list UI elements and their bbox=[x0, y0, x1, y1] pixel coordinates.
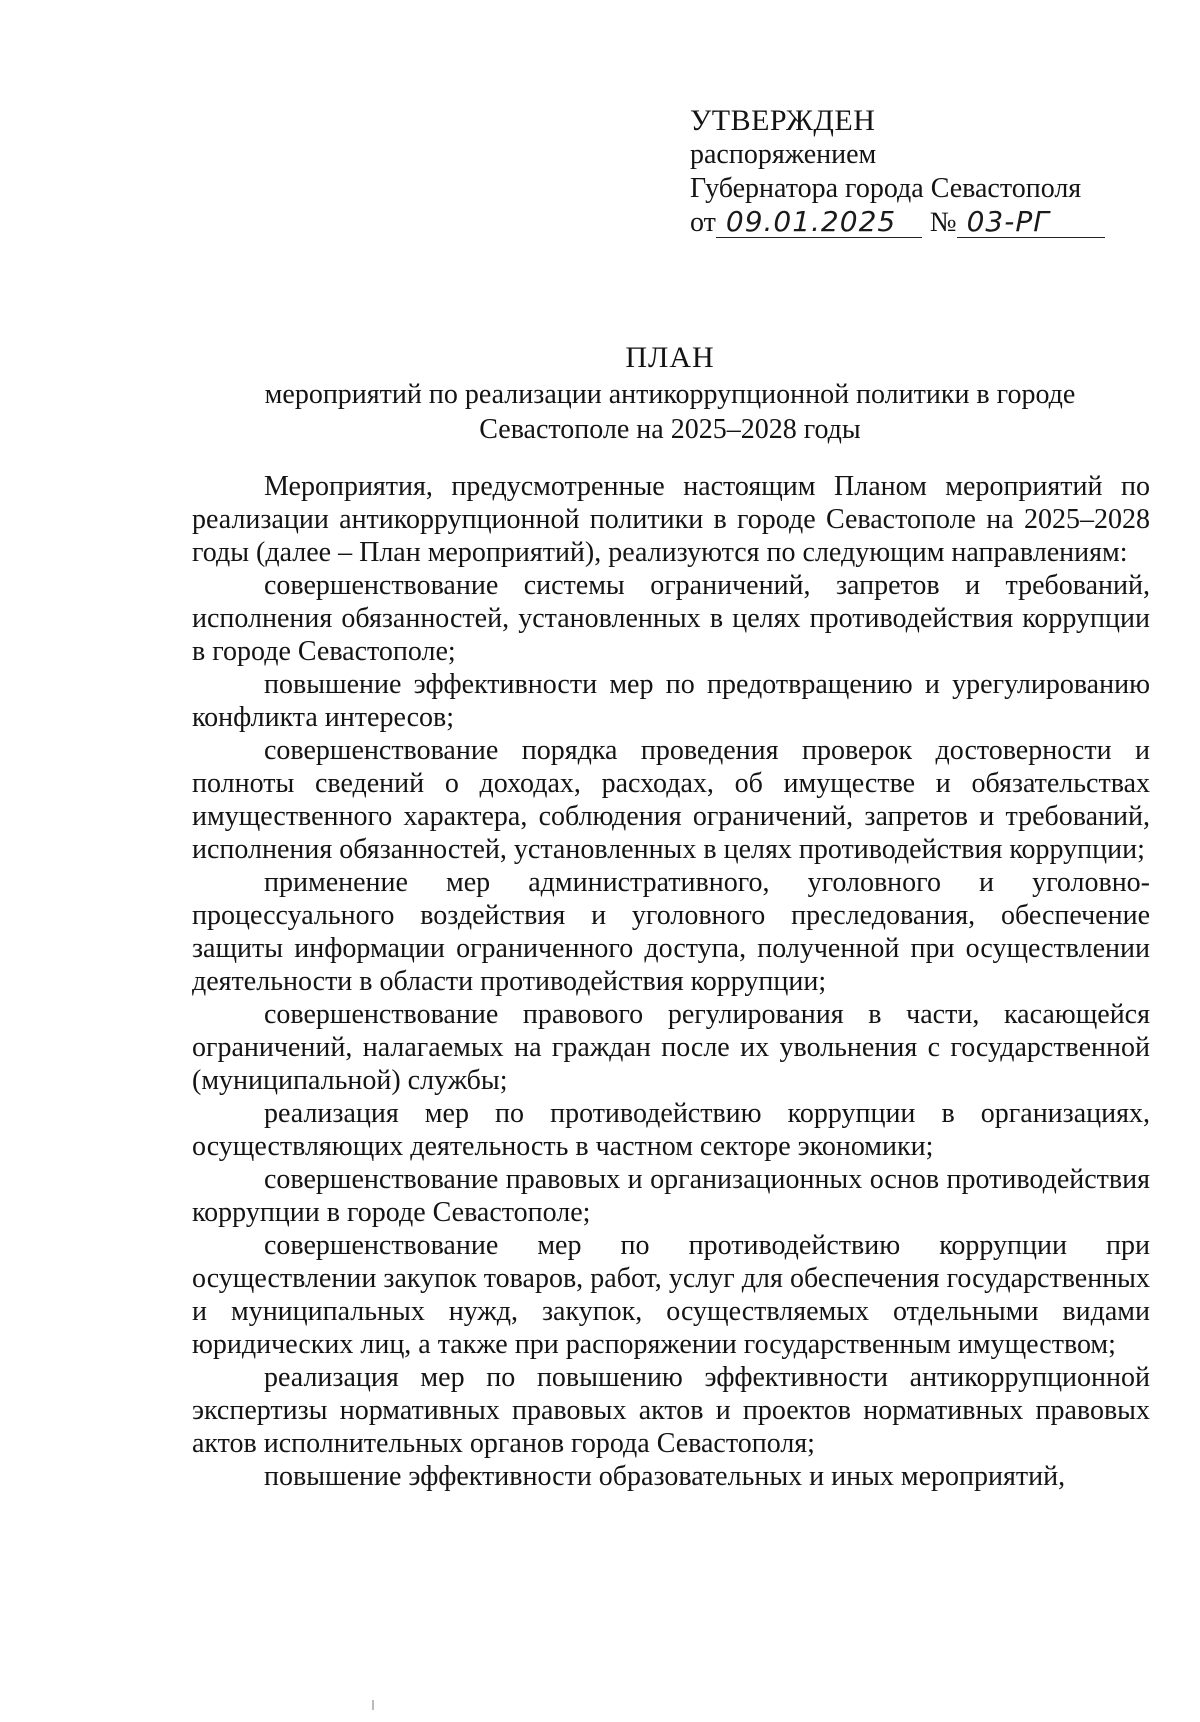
scan-artifact bbox=[372, 1700, 374, 1710]
paragraph-item: совершенствование правового регулирования в части, касающейся ограничений, налагаемых на граждан после их увольнения с государственной (муниципальной) службы; bbox=[192, 999, 1150, 1096]
approval-title: УТВЕРЖДЕН bbox=[690, 104, 876, 137]
paragraph-item: совершенствование правовых и организационных основ противодействия коррупции в городе Севастополе; bbox=[192, 1164, 1150, 1228]
plan-title: ПЛАН bbox=[625, 341, 715, 374]
paragraph-item: совершенствование системы ограничений, запретов и требований, исполнения обязанностей, установленных в целях противодействия коррупции в городе Севастополе; bbox=[192, 570, 1150, 667]
paragraph-item: реализация мер по повышению эффективности антикоррупционной экспертизы нормативных правовых актов и проектов нормативных правовых актов исполнительных органов города Севастополя; bbox=[192, 1362, 1150, 1459]
approval-date-number-line bbox=[690, 206, 1160, 240]
approval-line-governor: Губернатора города Севастополя bbox=[690, 173, 1082, 204]
paragraph-item: совершенствование порядка проведения проверок достоверности и полноты сведений о доходах, расходах, об имуществе и обязательствах имущественного характера, соблюдения ограничений, запретов и требований, исполнения обязанностей, установленных в целях противодействия коррупции; bbox=[192, 735, 1150, 865]
plan-subtitle-line-2: Севастополе на 2025–2028 годы bbox=[479, 414, 861, 445]
paragraph-intro: Мероприятия, предусмотренные настоящим Планом мероприятий по реализации антикоррупционной политики в городе Севастополе на 2025–2028 годы (далее – План мероприятий), реализуются по следующим направлениям: bbox=[192, 471, 1150, 568]
paragraph-item: повышение эффективности образовательных и иных мероприятий, bbox=[264, 1461, 1066, 1492]
document-heading bbox=[190, 340, 1150, 447]
document-body bbox=[192, 470, 1150, 1493]
approval-line-order: распоряжением bbox=[690, 139, 877, 170]
handwritten-number: 03-РГ bbox=[957, 207, 1105, 238]
date-prefix: от bbox=[690, 207, 716, 238]
paragraph-item: применение мер административного, уголовного и уголовно-процессуального воздействия и уголовного преследования, обеспечение защиты информации ограниченного доступа, полученной при осуществлении деятельности в области противодействия коррупции; bbox=[192, 867, 1150, 997]
paragraph-item: реализация мер по противодействию коррупции в организациях, осуществляющих деятельность в частном секторе экономики; bbox=[192, 1098, 1150, 1162]
paragraph-item: повышение эффективности мер по предотвращению и урегулированию конфликта интересов; bbox=[192, 669, 1150, 733]
plan-subtitle-line-1: мероприятий по реализации антикоррупционной политики в городе bbox=[264, 379, 1076, 410]
handwritten-date: 09.01.2025 bbox=[716, 207, 922, 238]
number-prefix: № bbox=[929, 207, 957, 238]
paragraph-item: совершенствование мер по противодействию коррупции при осуществлении закупок товаров, работ, услуг для обеспечения государственных и муниципальных нужд, закупок, осуществляемых отдельными видами юридических лиц, а также при распоряжении государственным имуществом; bbox=[192, 1230, 1150, 1360]
approval-block bbox=[690, 104, 1160, 240]
